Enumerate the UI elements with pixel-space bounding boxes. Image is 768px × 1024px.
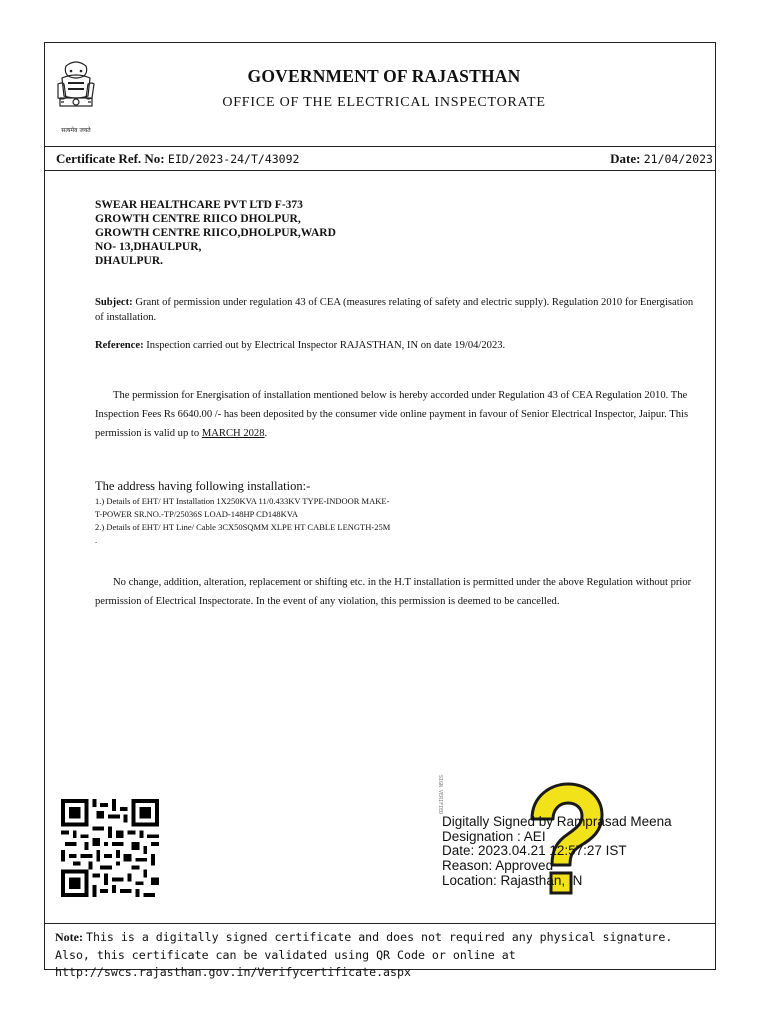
certificate-ref-label: Certificate Ref. No: <box>56 151 165 166</box>
qr-code-icon[interactable] <box>58 799 162 897</box>
certificate-row <box>56 151 713 167</box>
signature-line: Location: Rajasthan, IN <box>442 872 583 888</box>
date-value: 21/04/2023 <box>643 152 713 166</box>
divider-top <box>45 146 715 147</box>
address-line: GROWTH CENTRE RIICO,DHOLPUR,WARD <box>95 227 336 239</box>
installation-line: . <box>95 535 98 545</box>
note-block <box>55 929 710 982</box>
address-line: GROWTH CENTRE RIICO DHOLPUR, <box>95 213 301 225</box>
address-line: DHAULPUR. <box>95 255 164 267</box>
signature-line: Reason: Approved <box>442 858 554 874</box>
signature-line: Designation : AEI <box>442 828 546 844</box>
verification-stamp: SIGN VERIFIED <box>437 775 443 815</box>
subject-label: Subject: <box>95 297 133 308</box>
divider-header <box>45 170 715 171</box>
addressee-block <box>95 198 385 268</box>
reference-label: Reference: <box>95 340 144 351</box>
reference-paragraph <box>95 339 700 354</box>
installation-line: T-POWER SR.NO.-TP/25036S LOAD-148HP CD148KVA <box>95 509 298 519</box>
note-label: Note: <box>55 930 83 944</box>
validity-date: MARCH 2028 <box>201 428 265 439</box>
subject-paragraph <box>95 296 700 325</box>
svg-text:सत्यमेव जयते: सत्यमेव जयते <box>61 127 91 134</box>
certificate-ref-value: EID/2023-24/T/43092 <box>167 152 300 166</box>
certificate-date <box>610 151 713 167</box>
notice-paragraph: No change, addition, alteration, replacement or shifting etc. in the H.T installation is permitted under the above Regulation without prior permission of Electrical Inspectorate. In the event of any violation, this permission is deemed to be cancelled. <box>95 577 692 607</box>
permission-end: . <box>264 428 268 439</box>
installation-line: 1.) Details of EHT/ HT Installation 1X250KVA 11/0.433KV TYPE-INDOOR MAKE- <box>95 496 390 506</box>
installation-line: 2.) Details of EHT/ HT Line/ Cable 3CX50SQMM XLPE HT CABLE LENGTH-25M <box>95 522 391 532</box>
office-title: OFFICE OF THE ELECTRICAL INSPECTORATE <box>222 95 546 110</box>
permission-text: The permission for Energisation of installation mentioned below is hereby accorded under Regulation 43 of CEA Regulation 2010. The Inspection Fees Rs 6640.00 /- has been deposited by the consumer vide online payment in favour of Senior Electrical Inspector, Jaipur. This permission is valid up to <box>95 390 689 439</box>
signature-line: Date: 2023.04.21 12:57:27 IST <box>442 843 627 859</box>
address-line: NO- 13,DHAULPUR, <box>95 241 202 253</box>
signature-line: Digitally Signed by Ramprasad Meena <box>442 814 672 829</box>
address-line: SWEAR HEALTHCARE PVT LTD F-373 <box>95 199 303 211</box>
reference-text: Inspection carried out by Electrical Inspector RAJASTHAN, IN on date 19/04/2023. <box>146 340 506 351</box>
government-title: GOVERNMENT OF RAJASTHAN <box>247 66 521 86</box>
note-text: This is a digitally signed certificate and does not required any physical signature. Also, this certificate can be validated using QR Code or online at http://swcs.rajasthan.gov.in/Verifycertificate.aspx <box>55 930 673 979</box>
date-label: Date: <box>610 151 641 166</box>
divider-note <box>45 923 715 924</box>
permission-paragraph <box>95 386 700 443</box>
digital-signature-block <box>442 815 672 889</box>
subject-text: Grant of permission under regulation 43 of CEA (measures relating of safety and electric supply). Regulation 2010 for Energisation of installation. <box>95 297 694 323</box>
installation-title: The address having following installation:- <box>95 479 311 493</box>
